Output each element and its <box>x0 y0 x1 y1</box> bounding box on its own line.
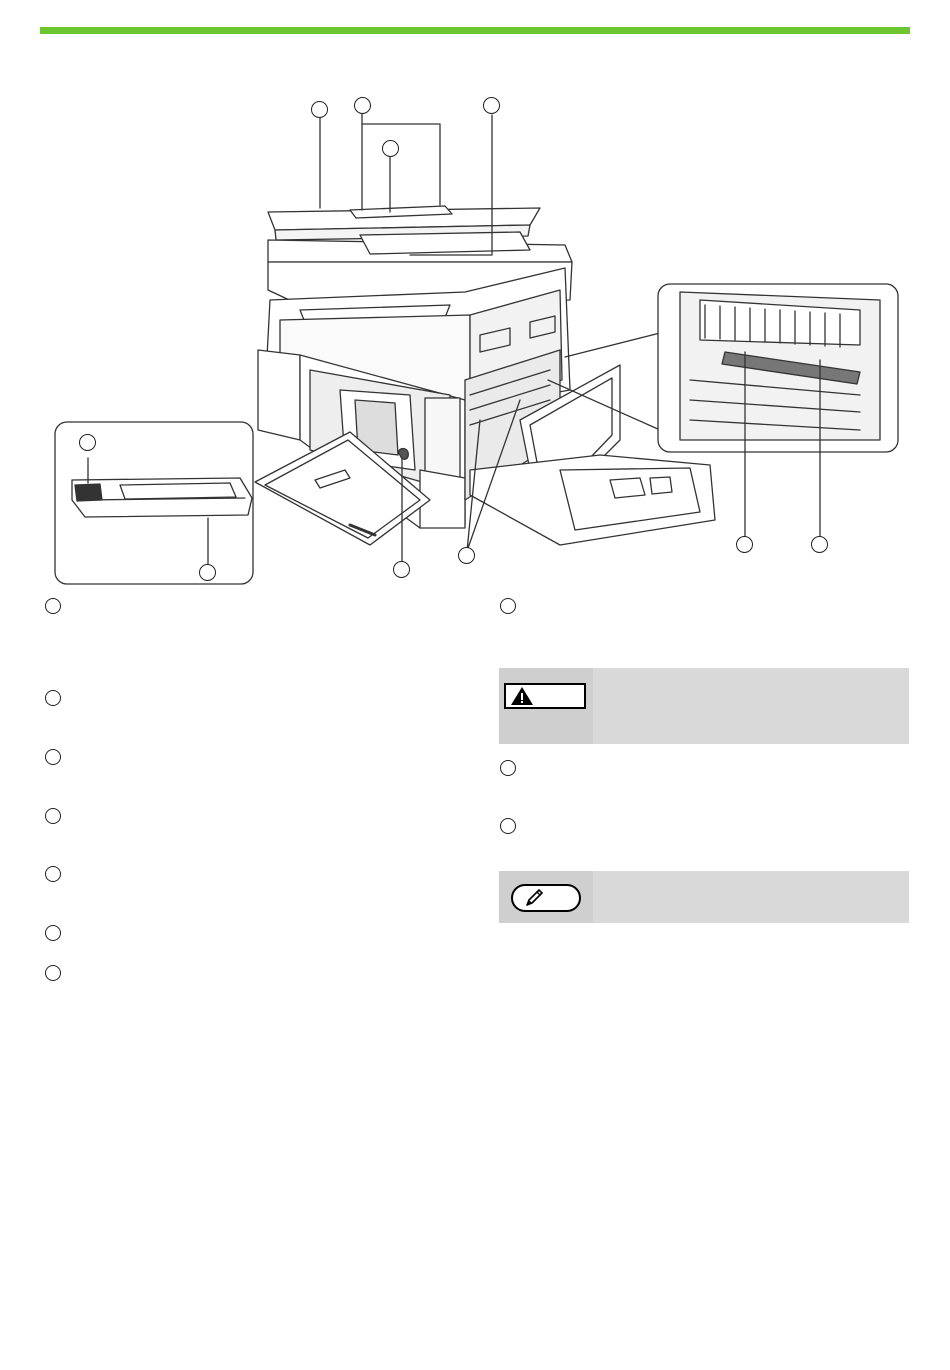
warning-label <box>504 683 586 709</box>
list-item-marker <box>500 818 516 834</box>
diagram-callout <box>79 434 96 451</box>
list-item-marker <box>45 690 61 706</box>
diagram-callout <box>354 97 371 114</box>
note-box-label-area <box>499 871 593 923</box>
warning-box-label-area <box>499 668 593 744</box>
diagram-callout <box>382 140 399 157</box>
list-item-marker <box>45 598 61 614</box>
pencil-note-icon <box>523 888 545 908</box>
diagram-callout <box>199 564 216 581</box>
list-item-marker <box>500 760 516 776</box>
list-item-marker <box>45 866 61 882</box>
note-box <box>499 871 909 923</box>
warning-box <box>499 668 909 744</box>
diagram-callout <box>458 547 475 564</box>
note-label <box>511 884 581 912</box>
diagram-callout <box>393 561 410 578</box>
list-item-marker <box>45 808 61 824</box>
diagram-callout <box>483 97 500 114</box>
warning-triangle-icon <box>510 686 534 706</box>
list-item-marker <box>500 598 516 614</box>
diagram-callout <box>311 101 328 118</box>
diagram-callout <box>736 536 753 553</box>
list-item-marker <box>45 749 61 765</box>
list-item-marker <box>45 925 61 941</box>
list-item-marker <box>45 965 61 981</box>
machine-illustration <box>0 0 950 600</box>
diagram-callout <box>811 536 828 553</box>
